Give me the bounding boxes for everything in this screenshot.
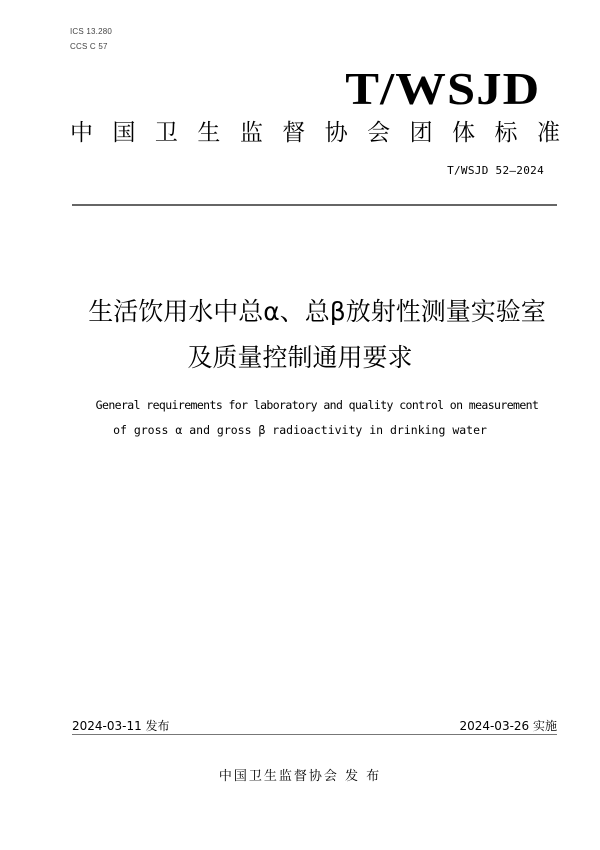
english-title-line-1: General requirements for laboratory and quality control on measurement <box>95 398 539 412</box>
header-divider <box>72 204 557 206</box>
heading-char: 协 <box>324 120 348 146</box>
heading-char: 生 <box>197 120 221 146</box>
heading-char: 卫 <box>154 120 178 146</box>
standard-number: T/WSJD 52—2024 <box>447 164 544 177</box>
heading-char: 中 <box>70 120 93 146</box>
ccs-code: CCS C 57 <box>70 42 108 51</box>
english-title-line-2: of gross α and gross β radioactivity in drinking water <box>113 423 487 437</box>
heading-char: 标 <box>494 120 518 146</box>
implementation-date: 2024-03-26 实施 <box>459 719 557 733</box>
association-standard-heading <box>70 119 560 147</box>
chinese-title-line-2: 及质量控制通用要求 <box>187 343 413 372</box>
heading-char: 会 <box>367 120 391 146</box>
issue-date: 2024-03-11 发布 <box>72 719 170 733</box>
publisher: 中国卫生监督协会 发 布 <box>218 769 382 784</box>
heading-char: 准 <box>536 120 560 146</box>
standard-brand-logo: T/WSJD <box>345 63 540 114</box>
footer-divider <box>72 734 557 735</box>
heading-char: 体 <box>452 120 476 146</box>
chinese-title-line-1: 生活饮用水中总α、总β放射性测量实验室 <box>88 297 546 326</box>
ics-code: ICS 13.280 <box>70 27 113 36</box>
heading-char: 团 <box>409 120 433 146</box>
heading-char: 监 <box>239 120 263 146</box>
heading-char: 督 <box>282 120 306 146</box>
heading-char: 国 <box>112 120 136 146</box>
